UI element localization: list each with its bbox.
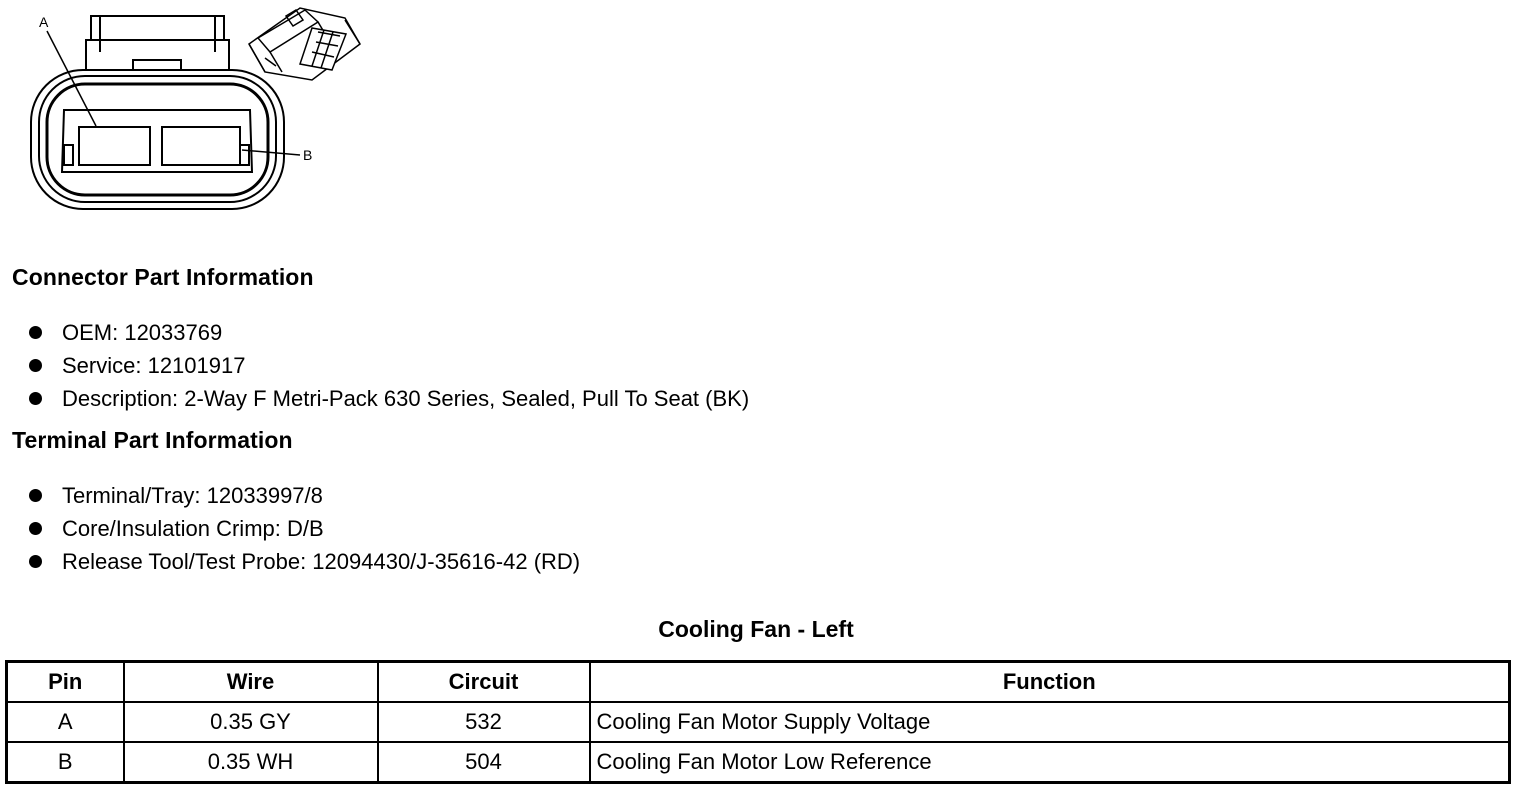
table-row bbox=[7, 702, 1510, 742]
connector-housing bbox=[31, 70, 284, 209]
connector-iso-icon bbox=[249, 8, 360, 80]
column-header-function: Function bbox=[590, 662, 1510, 703]
column-header-pin: Pin bbox=[7, 662, 124, 703]
list-item: Release Tool/Test Probe: 12094430/J-35616-42 (RD) bbox=[28, 545, 580, 578]
terminal-info-heading: Terminal Part Information bbox=[12, 427, 293, 453]
list-item: Service: 12101917 bbox=[28, 349, 749, 382]
list-item: OEM: 12033769 bbox=[28, 316, 749, 349]
column-header-wire: Wire bbox=[124, 662, 378, 703]
list-item: Core/Insulation Crimp: D/B bbox=[28, 512, 580, 545]
pin-label-b: B bbox=[303, 147, 313, 163]
wire-cell: 0.35 GY bbox=[124, 702, 378, 742]
connector-diagram bbox=[0, 0, 380, 222]
function-cell: Cooling Fan Motor Supply Voltage bbox=[590, 702, 1510, 742]
pin-label-a: A bbox=[39, 14, 49, 30]
circuit-cell: 532 bbox=[378, 702, 590, 742]
table-title: Cooling Fan - Left bbox=[658, 616, 854, 642]
table-header-row bbox=[7, 662, 1510, 703]
connector-info-list bbox=[28, 316, 749, 415]
circuit-cell: 504 bbox=[378, 742, 590, 783]
list-item: Description: 2-Way F Metri-Pack 630 Series, Sealed, Pull To Seat (BK) bbox=[28, 382, 749, 415]
connector-latch bbox=[86, 16, 229, 70]
pinout-table bbox=[5, 660, 1511, 784]
terminal-info-list bbox=[28, 479, 580, 578]
pin-cell: B bbox=[7, 742, 124, 783]
connector-info-heading: Connector Part Information bbox=[12, 264, 314, 290]
table-row bbox=[7, 742, 1510, 783]
column-header-circuit: Circuit bbox=[378, 662, 590, 703]
function-cell: Cooling Fan Motor Low Reference bbox=[590, 742, 1510, 783]
pin-cell: A bbox=[7, 702, 124, 742]
list-item: Terminal/Tray: 12033997/8 bbox=[28, 479, 580, 512]
wire-cell: 0.35 WH bbox=[124, 742, 378, 783]
